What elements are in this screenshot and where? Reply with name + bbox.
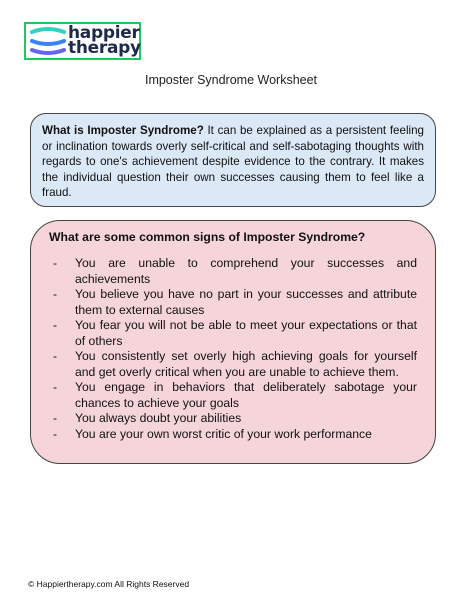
logo-stripes-icon (28, 24, 68, 58)
brand-logo (24, 22, 141, 60)
list-item (49, 287, 417, 318)
definition-body: It can be explained as a persistent feeling or inclination towards overly self-critical and self-sabotaging thoughts with regards to one's achievement despite evidence to the contrary. It makes the individual question their own successes causing them to feel like a fraud. (42, 124, 424, 199)
list-item (49, 256, 417, 287)
signs-box (30, 220, 436, 464)
logo-wordmark (68, 23, 141, 58)
list-item (49, 318, 417, 349)
bullet-dash: - (53, 426, 58, 441)
list-item (49, 411, 417, 427)
bullet-dash: - (53, 411, 58, 425)
sign-text: You engage in behaviors that deliberately sabotage your chances to achieve your goals (75, 380, 417, 410)
list-item (49, 427, 417, 443)
page-title: Imposter Syndrome Worksheet (144, 73, 318, 87)
sign-text: You are your own worst critic of your work performance (75, 426, 372, 441)
sign-text: You always doubt your abilities (75, 411, 242, 425)
logo-line-1: happier (68, 23, 140, 43)
bullet-dash: - (53, 349, 58, 363)
sign-text: You are unable to comprehend your successes and achievements (75, 256, 417, 286)
sign-text: You fear you will not be able to meet your expectations or that of others (75, 318, 417, 348)
bullet-dash: - (53, 380, 58, 394)
bullet-dash: - (53, 256, 58, 270)
list-item (49, 380, 417, 411)
sign-text: You consistently set overly high achieving goals for yourself and get overly critical when you are unable to achieve them. (75, 349, 417, 379)
sign-text: You believe you have no part in your successes and attribute them to external causes (75, 287, 417, 317)
definition-heading: What is Imposter Syndrome? (42, 124, 204, 137)
definition-box (30, 113, 436, 207)
list-item (49, 349, 417, 380)
signs-heading: What are some common signs of Imposter Syndrome? (49, 230, 366, 244)
copyright-footer: © Happiertherapy.com All Rights Reserved (28, 579, 190, 589)
logo-line-2: therapy (68, 38, 141, 58)
bullet-dash: - (53, 287, 58, 301)
signs-list (49, 256, 417, 442)
bullet-dash: - (53, 318, 58, 332)
